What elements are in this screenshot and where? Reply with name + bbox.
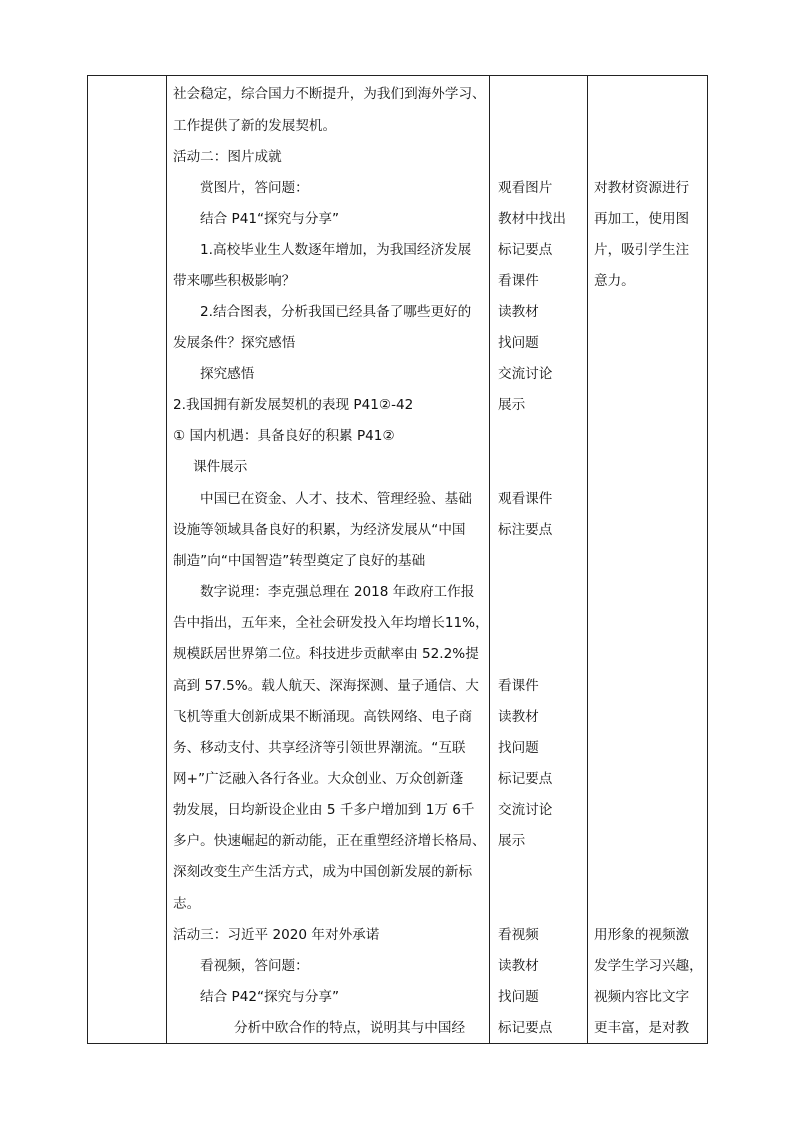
design-intent (588, 76, 707, 1043)
content-line: 高到 57.5%。载人航天、深海探测、量子通信、大 (173, 678, 479, 694)
content-line: 2.结合图表，分析我国已经具备了哪些更好的 (200, 304, 472, 320)
content-line: 活动二：图片成就 (173, 149, 282, 165)
activity-line: 教材中找出 (498, 211, 566, 227)
intent-line: 发学生学习兴趣， (594, 958, 703, 974)
content-line: 飞机等重大创新成果不断涌现。高铁网络、电子商 (173, 709, 473, 725)
content-line: 分析中欧合作的特点，说明其与中国经 (234, 1020, 466, 1036)
content-line: 工作提供了新的发展契机。 (173, 118, 337, 134)
content-line: ① 国内机遇：具备良好的积累 P41② (173, 428, 395, 444)
content-line: 告中指出，五年来，全社会研发投入年均增长11%， (173, 615, 489, 631)
intent-line: 再加工，使用图 (594, 211, 690, 227)
intent-line: 用形象的视频激 (594, 927, 690, 943)
content-line: 数字说理：李克强总理在 2018 年政府工作报 (200, 584, 475, 600)
intent-line: 对教材资源进行 (594, 180, 690, 196)
content-line: 赏图片，答问题： (200, 180, 309, 196)
content-line: 深刻改变生产生活方式，成为中国创新发展的新标 (173, 864, 473, 880)
intent-line: 更丰富，是对教 (594, 1020, 690, 1036)
content-line: 1.高校毕业生人数逐年增加，为我国经济发展 (200, 242, 472, 258)
activity-line: 展示 (498, 833, 526, 849)
intent-line: 意力。 (594, 273, 635, 289)
content-line: 结合 P42“探究与分享” (200, 989, 340, 1005)
activity-line: 交流讨论 (498, 802, 553, 818)
teaching-content (167, 76, 489, 1043)
content-line: 中国已在资金、人才、技术、管理经验、基础 (200, 491, 472, 507)
content-line: 勃发展，日均新设企业由 5 千多户增加到 1万 6千 (173, 802, 475, 818)
activity-line: 读教材 (498, 709, 539, 725)
activity-line: 读教材 (498, 304, 539, 320)
activity-line: 标记要点 (498, 771, 553, 787)
student-activity (490, 76, 587, 1043)
activity-line: 找问题 (498, 740, 539, 756)
content-line: 活动三：习近平 2020 年对外承诺 (173, 927, 380, 943)
content-line: 2.我国拥有新发展契机的表现 P41②-42 (173, 397, 414, 413)
intent-line: 片，吸引学生注 (594, 242, 690, 258)
content-line: 制造”向“中国智造”转型奠定了良好的基础 (173, 553, 426, 569)
activity-line: 标记要点 (498, 242, 553, 258)
content-line: 志。 (173, 896, 201, 912)
content-line: 课件展示 (193, 459, 248, 475)
intent-line: 视频内容比文字 (594, 989, 690, 1005)
content-line: 务、移动支付、共享经济等引领世界潮流。“互联 (173, 740, 466, 756)
lesson-plan-table (87, 75, 708, 1044)
teaching-content-cell (167, 76, 490, 1044)
activity-line: 找问题 (498, 335, 539, 351)
stage-cell (88, 76, 167, 1044)
content-line: 规模跃居世界第二位。科技进步贡献率由 52.2%提 (173, 646, 479, 662)
content-line: 带来哪些积极影响？ (173, 273, 296, 289)
design-intent-cell (588, 76, 708, 1044)
activity-line: 看课件 (498, 273, 539, 289)
content-line: 社会稳定，综合国力不断提升，为我们到海外学习、 (173, 86, 486, 102)
content-line: 看视频，答问题： (200, 958, 309, 974)
content-line: 设施等领域具备良好的积累，为经济发展从“中国 (173, 522, 466, 538)
activity-line: 观看课件 (498, 491, 553, 507)
activity-line: 展示 (498, 397, 526, 413)
content-line: 网+”广泛融入各行各业。大众创业、万众创新蓬 (173, 771, 464, 787)
student-activity-cell (490, 76, 588, 1044)
activity-line: 看课件 (498, 678, 539, 694)
activity-line: 找问题 (498, 989, 539, 1005)
content-line: 探究感悟 (200, 366, 255, 382)
activity-line: 标记要点 (498, 1020, 553, 1036)
activity-line: 观看图片 (498, 180, 553, 196)
table-row (88, 76, 708, 1044)
content-line: 多户。快速崛起的新动能，正在重塑经济增长格局、 (173, 833, 486, 849)
activity-line: 交流讨论 (498, 366, 553, 382)
content-line: 结合 P41“探究与分享” (200, 211, 340, 227)
content-line: 发展条件？探究感悟 (173, 335, 296, 351)
activity-line: 标注要点 (498, 522, 553, 538)
activity-line: 读教材 (498, 958, 539, 974)
activity-line: 看视频 (498, 927, 539, 943)
